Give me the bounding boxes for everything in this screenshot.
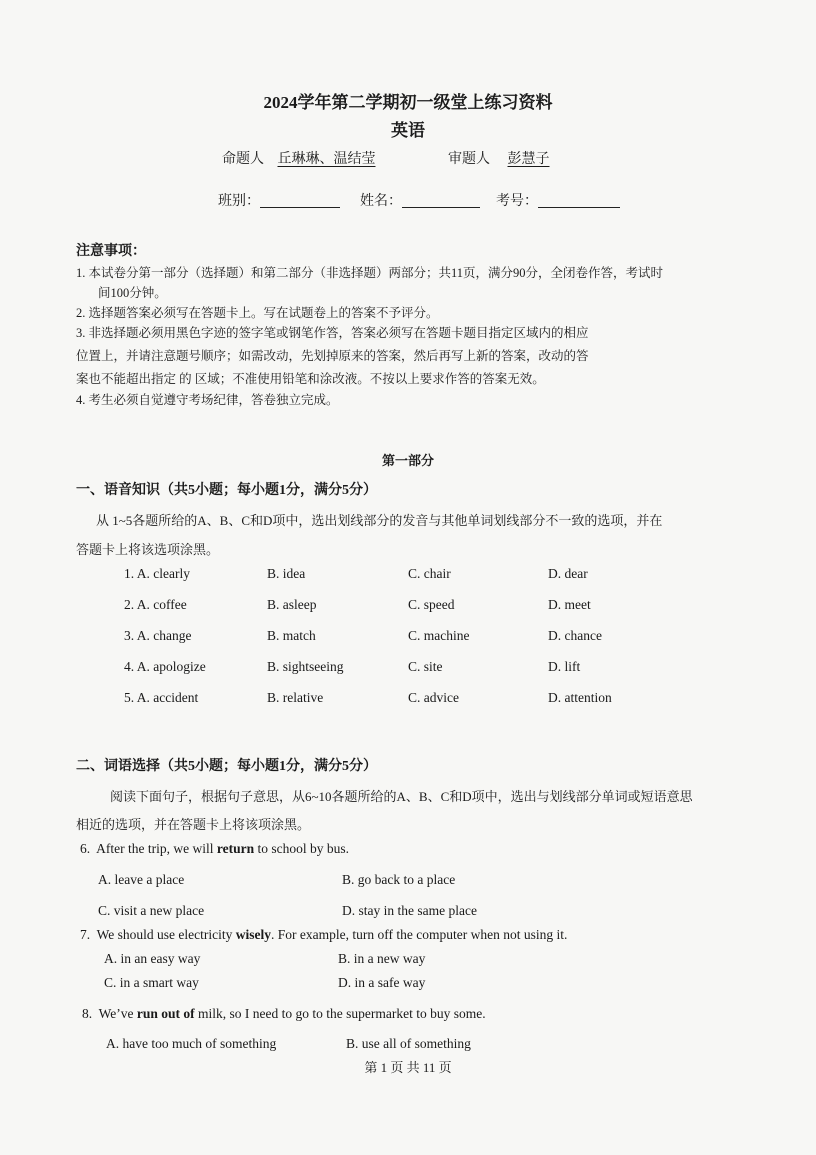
- question-8: [82, 1006, 486, 1022]
- option-5a: 5. A. accident: [124, 690, 199, 705]
- question-text: to school by bus.: [254, 841, 349, 856]
- question-6: [80, 841, 349, 857]
- option-7c: C. in a smart way: [104, 975, 199, 990]
- option-5d: D. attention: [548, 690, 612, 705]
- name-blank: [402, 193, 480, 208]
- section2-instruction: 阅读下面句子，根据句子意思，从6~10各题所给的A、B、C和D项中，选出与划线部分单词或短语意思: [110, 789, 693, 804]
- class-blank: [260, 193, 340, 208]
- option-4a: 4. A. apologize: [124, 659, 206, 674]
- notes-heading: 注意事项：: [76, 244, 146, 259]
- note-line: 1. 本试卷分第一部分（选择题）和第二部分（非选择题）两部分；共11页，满分90分，全闭卷作答，考试时: [76, 266, 664, 280]
- class-label: 班别：: [218, 194, 260, 209]
- reviewer-name: 彭慧子: [507, 152, 550, 167]
- section2-heading: 二、词语选择（共5小题；每小题1分，满分5分）: [76, 759, 377, 774]
- option-5c: C. advice: [408, 690, 459, 705]
- exam-no-blank: [538, 193, 620, 208]
- option-2d: D. meet: [548, 597, 591, 612]
- option-5b: B. relative: [267, 690, 324, 705]
- setter-label: 命题人: [222, 152, 264, 167]
- option-7b: B. in a new way: [338, 951, 426, 966]
- option-4b: B. sightseeing: [267, 659, 344, 674]
- note-line: 位置上，并请注意题号顺序；如需改动，先划掉原来的答案，然后再写上新的答案，改动的答: [76, 349, 589, 363]
- part1-title: 第一部分: [381, 453, 434, 468]
- section1-heading: 一、语音知识（共5小题；每小题1分，满分5分）: [76, 483, 377, 498]
- option-4d: D. lift: [548, 659, 581, 674]
- question-text: milk, so I need to go to the supermarket to buy some.: [194, 1006, 486, 1021]
- option-3c: C. machine: [408, 628, 470, 643]
- key-word: run out of: [136, 1006, 195, 1021]
- exam-no-field: [496, 190, 620, 210]
- subject-title: 英语: [391, 121, 425, 140]
- option-2b: B. asleep: [267, 597, 317, 612]
- key-word: wisely: [235, 927, 272, 942]
- option-7d: D. in a safe way: [338, 975, 426, 990]
- exam-title: 2024学年第二学期初一级堂上练习资料: [263, 93, 553, 112]
- section1-instruction: 答题卡上将该选项涂黑。: [76, 542, 220, 557]
- option-8b: B. use all of something: [346, 1036, 471, 1051]
- note-line: 3. 非选择题必须用黑色字迹的签字笔或钢笔作答，答案必须写在答题卡题目指定区域内的相应: [76, 326, 589, 340]
- section1-instruction: 从 1~5各题所给的A、B、C和D项中，选出划线部分的发音与其他单词划线部分不一致的选项，并在: [96, 513, 663, 528]
- reviewer-label: 审题人: [448, 152, 490, 167]
- question-7: [80, 927, 567, 943]
- option-6d: D. stay in the same place: [342, 903, 477, 918]
- name-field: [360, 190, 480, 210]
- option-7a: A. in an easy way: [104, 951, 201, 966]
- option-3b: B. match: [267, 628, 316, 643]
- option-1a: 1. A. clearly: [124, 566, 190, 581]
- section2-instruction: 相近的选项，并在答题卡上将该项涂黑。: [76, 817, 311, 832]
- note-line: 案也不能超出指定 的 区域；不准使用铅笔和涂改液。不按以上要求作答的答案无效。: [76, 372, 545, 386]
- option-3a: 3. A. change: [124, 628, 192, 643]
- option-2c: C. speed: [408, 597, 455, 612]
- question-text: 7. We should use electricity: [80, 927, 236, 942]
- option-8a: A. have too much of something: [106, 1036, 277, 1051]
- option-6a: A. leave a place: [98, 872, 185, 887]
- option-3d: D. chance: [548, 628, 602, 643]
- option-6b: B. go back to a place: [342, 872, 456, 887]
- option-2a: 2. A. coffee: [124, 597, 187, 612]
- question-text: 6. After the trip, we will: [80, 841, 217, 856]
- note-line: 4. 考生必须自觉遵守考场纪律，答卷独立完成。: [76, 393, 339, 407]
- option-1c: C. chair: [408, 566, 451, 581]
- reviewer-line: [448, 148, 574, 168]
- name-label: 姓名：: [360, 194, 402, 209]
- option-1b: B. idea: [267, 566, 306, 581]
- option-6c: C. visit a new place: [98, 903, 205, 918]
- exam-no-label: 考号：: [496, 194, 538, 209]
- setter-names: 丘琳琳、温结莹: [277, 152, 376, 167]
- note-line: 间100分钟。: [98, 286, 167, 300]
- key-word: return: [216, 841, 255, 856]
- question-text: . For example, turn off the computer when not using it.: [271, 927, 568, 942]
- option-4c: C. site: [408, 659, 443, 674]
- question-text: 8. We’ve: [82, 1006, 137, 1021]
- setter-line: [222, 148, 396, 168]
- note-line: 2. 选择题答案必须写在答题卡上。写在试题卷上的答案不予评分。: [76, 306, 439, 320]
- class-field: [218, 190, 340, 210]
- page-number: 第 1 页 共 11 页: [364, 1060, 452, 1075]
- option-1d: D. dear: [548, 566, 588, 581]
